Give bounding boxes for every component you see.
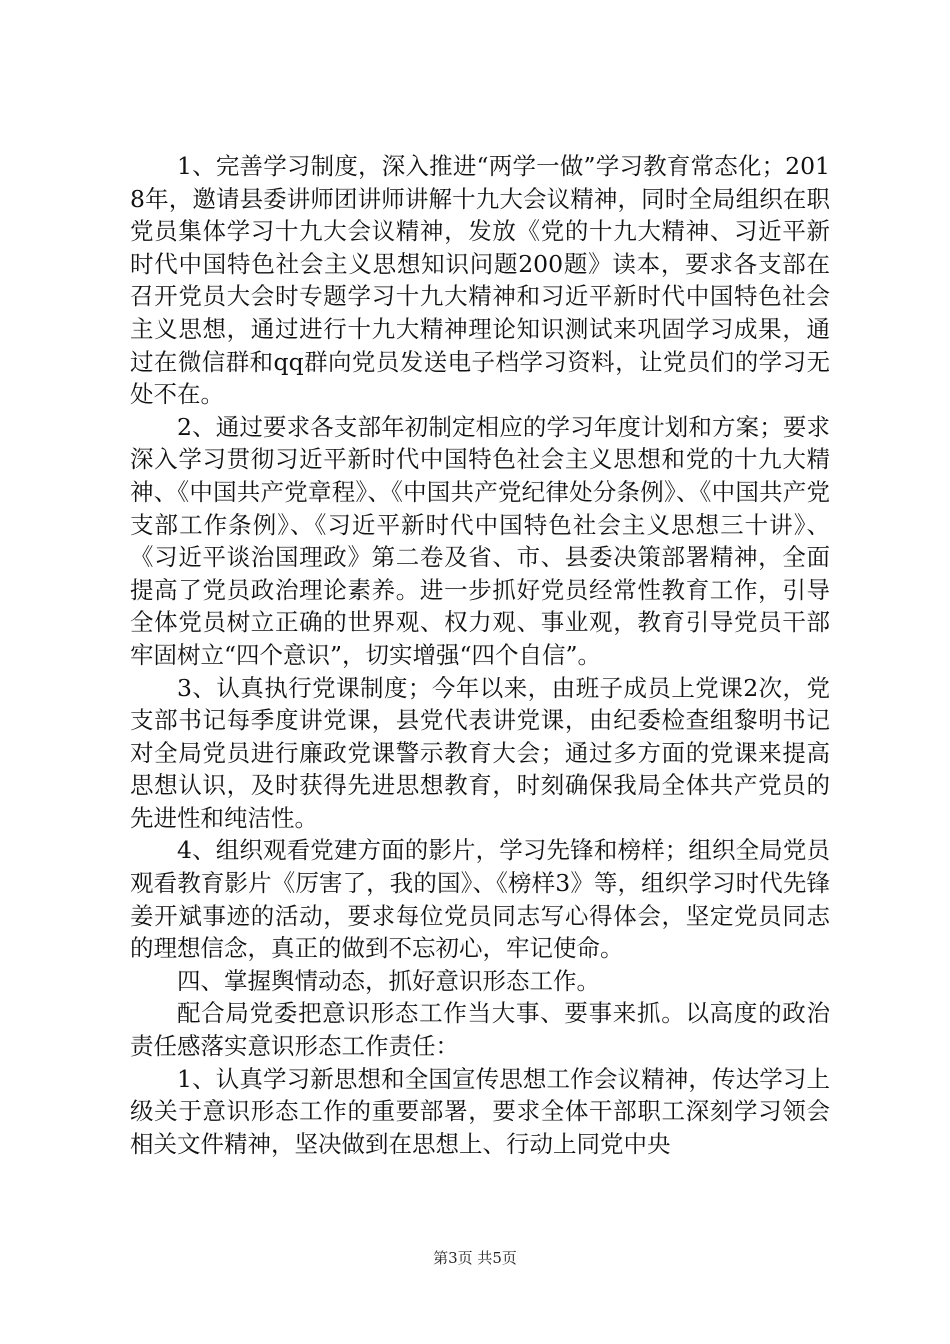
paragraph-3: 3、认真执行党课制度；今年以来，由班子成员上党课2次，党支部书记每季度讲党课，县党代表讲党课，由纪委检查组黎明书记对全局党员进行廉政党课警示教育大会；通过多方面的党课来提高思想认识，及时获得先进思想教育，时刻确保我局全体共产党员的先进性和纯洁性。	[130, 673, 830, 832]
paragraph-1: 1、完善学习制度，深入推进“两学一做”学习教育常态化；2018年，邀请县委讲师团讲师讲解十九大会议精神，同时全局组织在职党员集体学习十九大会议精神，发放《党的十九大精神、习近平新时代中国特色社会主义思想知识问题200题》读本，要求各支部在召开党员大会时专题学习十九大精神和习近平新时代中国特色社会主义思想，通过进行十九大精神理论知识测试来巩固学习成果，通过在微信群和qq群向党员发送电子档学习资料，让党员们的学习无处不在。	[130, 152, 830, 409]
paragraph-2: 2、通过要求各支部年初制定相应的学习年度计划和方案；要求深入学习贯彻习近平新时代中国特色社会主义思想和党的十九大精神、《中国共产党章程》、《中国共产党纪律处分条例》、《中国共产党支部工作条例》、《习近平新时代中国特色社会主义思想三十讲》、《习近平谈治国理政》第二卷及省、市、县委决策部署精神，全面提高了党员政治理论素养。进一步抓好党员经常性教育工作，引导全体党员树立正确的世界观、权力观、事业观，教育引导党员干部牢固树立“四个意识”，切实增强“四个自信”。	[130, 412, 830, 669]
section-heading: 四、掌握舆情动态，抓好意识形态工作。	[177, 966, 600, 995]
paragraph-4: 4、组织观看党建方面的影片，学习先锋和榜样；组织全局党员观看教育影片《厉害了，我的国》、《榜样3》等，组织学习时代先锋姜开斌事迹的活动，要求每位党员同志写心得体会，坚定党员同志的理想信念，真正的做到不忘初心，牢记使命。	[130, 836, 830, 963]
document-body	[130, 150, 830, 1160]
paragraph-5: 配合局党委把意识形态工作当大事、要事来抓。以高度的政治责任感落实意识形态工作责任：	[130, 999, 830, 1061]
page-indicator: 第3页 共5页	[433, 1249, 517, 1267]
paragraph-6: 1、认真学习新思想和全国宣传思想工作会议精神，传达学习上级关于意识形态工作的重要部署，要求全体干部职工深刻学习领会相关文件精神，坚决做到在思想上、行动上同党中央	[130, 1064, 830, 1158]
